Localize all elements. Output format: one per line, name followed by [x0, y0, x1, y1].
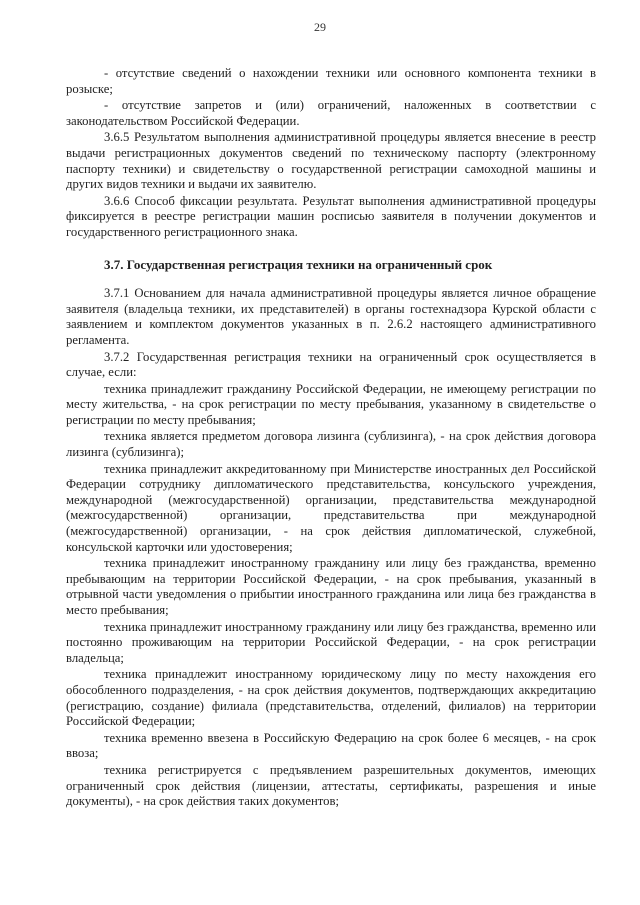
- paragraph: 3.6.6 Способ фиксации результата. Результат выполнения административной процедуры фиксируется в реестре регистрации машин росписью заявителя в получении документов и государственного регистрационного знака.: [66, 193, 596, 239]
- list-item: техника принадлежит иностранному юридическому лицу по месту нахождения его обособленного подразделения, - на срок действия документов, подтверждающих аккредитацию (регистрацию, создание) филиала (представительства, отделений, филиалов) на территории Российской Федерации;: [66, 667, 596, 729]
- list-item: техника принадлежит гражданину Российской Федерации, не имеющему регистрации по месту жительства, - на срок регистрации по месту пребывания, указанному в свидетельстве о регистрации по месту пребывания;: [66, 381, 596, 427]
- list-item: техника регистрируется с предъявлением разрешительных документов, имеющих ограниченный срок действия (лицензии, аттестаты, сертификаты, разрешения и иные документы), - на срок действия таких документов;: [66, 762, 596, 809]
- list-item: техника принадлежит иностранному гражданину или лицу без гражданства, временно пребывающим на территории Российской Федерации, - на срок пребывания, указанный в отрывной части уведомления о прибытии иностранного гражданина или лица без гражданства в место пребывания;: [66, 556, 596, 617]
- list-item: техника принадлежит иностранному гражданину или лицу без гражданства, временно или постоянно проживающим на территории Российской Федерации, - на срок регистрации владельца;: [66, 619, 596, 665]
- paragraph: - отсутствие сведений о нахождении техники или основного компонента техники в розыске;: [66, 66, 596, 96]
- paragraph: - отсутствие запретов и (или) ограничений, наложенных в соответствии с законодательством Российской Федерации.: [66, 98, 596, 128]
- paragraph: 3.6.5 Результатом выполнения административной процедуры является внесение в реестр выдачи регистрационных документов сведений по техническому паспорту (электронному паспорту техники) и свидетельству о государственной регистрации самоходной машины и других видов техники и выдачи их заявителю.: [66, 130, 596, 192]
- page-number: 29: [314, 20, 326, 34]
- paragraph: 3.7.2 Государственная регистрация техники на ограниченный срок осуществляется в случае, если:: [66, 349, 596, 380]
- list-item: техника принадлежит аккредитованному при Министерстве иностранных дел Российской Федерации сотруднику дипломатического представительства, консульского учреждения, международной (межгосударственной) организации, представительства международной (межгосударственной) организации, представительства при международной (межгосударственной) организации, - на срок действия дипломатической, служебной, консульской карточки или удостоверения;: [66, 461, 596, 554]
- list-item: техника временно ввезена в Российскую Федерацию на срок более 6 месяцев, - на срок ввоза;: [66, 730, 596, 761]
- list-item: техника является предметом договора лизинга (сублизинга), - на срок действия договора лизинга (сублизинга);: [66, 429, 596, 460]
- section-heading: 3.7. Государственная регистрация техники на ограниченный срок: [104, 256, 493, 272]
- paragraph: 3.7.1 Основанием для начала административной процедуры является личное обращение заявителя (владельца техники, их представителей) в органы гостехнадзора Курской области с заявлением и комплектом документов указанных в п. 2.6.2 настоящего административного регламента.: [66, 286, 596, 347]
- document-body: [66, 66, 596, 810]
